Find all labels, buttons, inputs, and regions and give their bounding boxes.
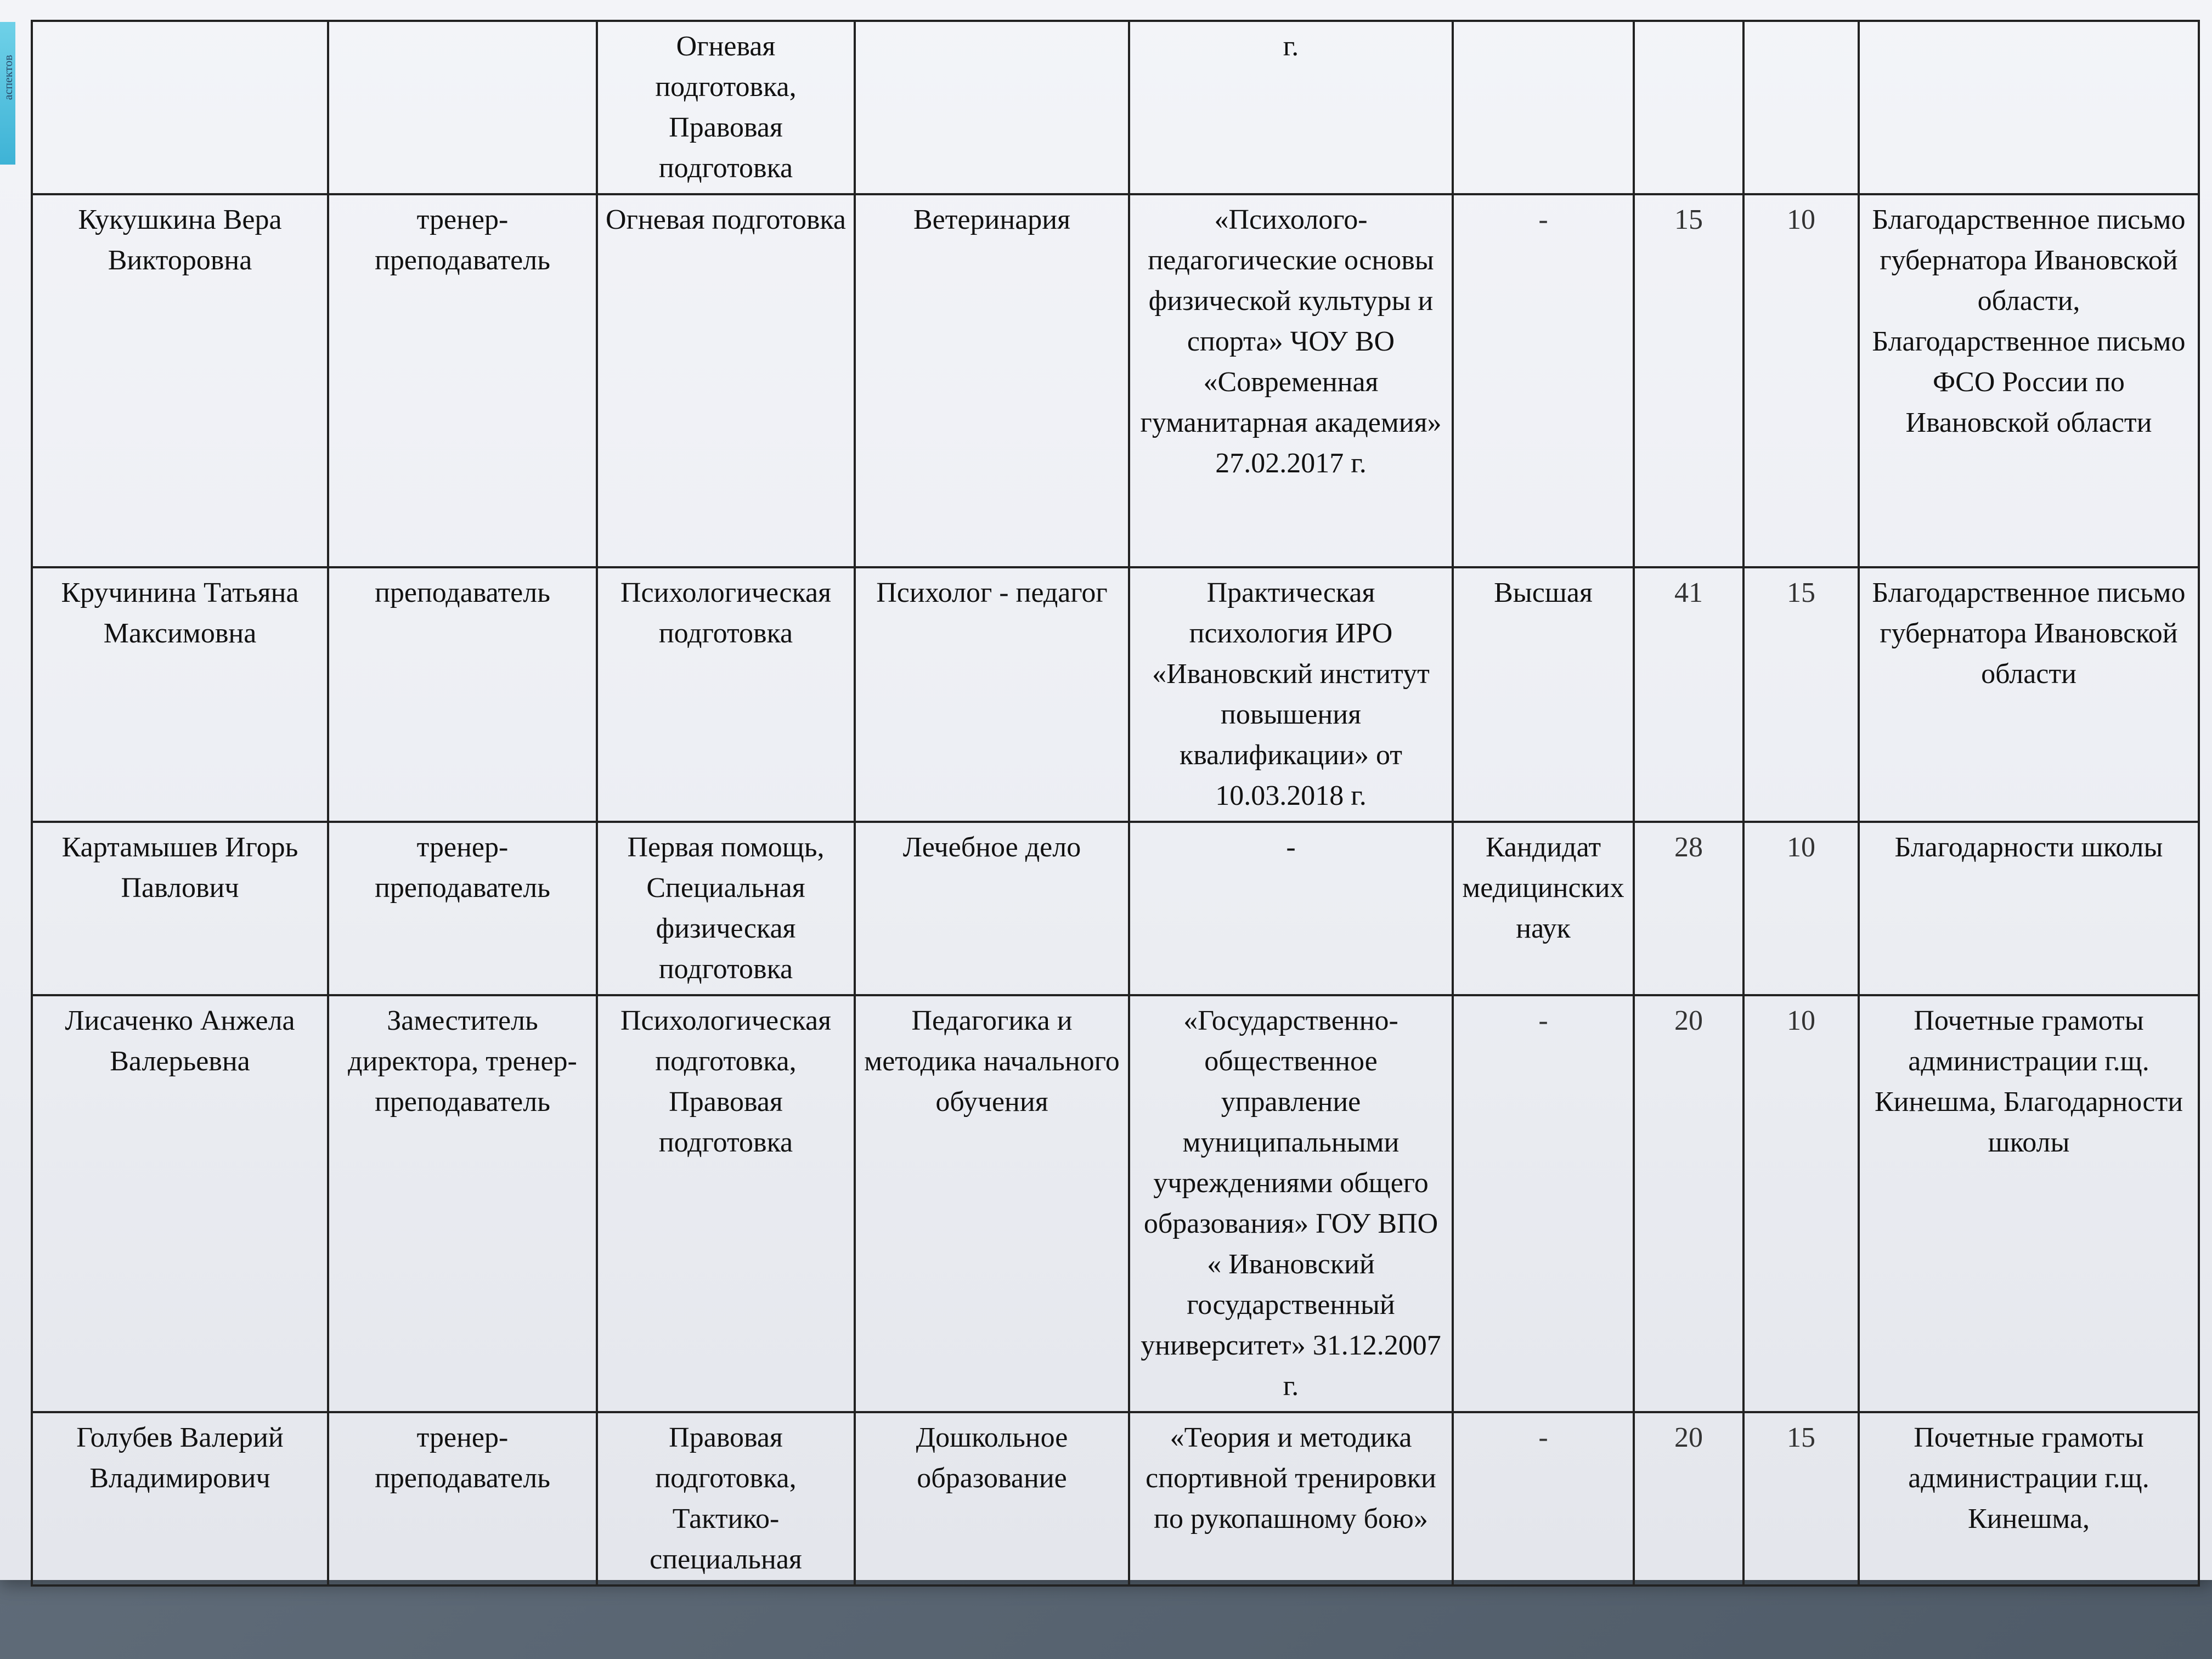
table-row — [32, 995, 2199, 1412]
cell-total: 15 — [1634, 194, 1743, 567]
cell-subjects: Огневая подготовка, Правовая подготовка — [597, 21, 855, 194]
cell-subjects: Правовая подготовка, Тактико-специальная — [597, 1412, 855, 1585]
cell-specialty: Лечебное дело — [855, 822, 1129, 995]
cell-subjects: Первая помощь, Специальная физическая подготовка — [597, 822, 855, 995]
cell-specialty: Психолог - педагог — [855, 567, 1129, 822]
cell-category: - — [1453, 1412, 1634, 1585]
cell-total: 41 — [1634, 567, 1743, 822]
cell-awards: Благодарственное письмо губернатора Ивановской области, Благодарственное письмо ФСО России по Ивановской области — [1859, 194, 2199, 567]
cell-pedagogical: 15 — [1743, 1412, 1859, 1585]
cell-pedagogical: 10 — [1743, 194, 1859, 567]
cell-awards: Благодарности школы — [1859, 822, 2199, 995]
table-row — [32, 1412, 2199, 1585]
cell-specialty: Дошкольное образование — [855, 1412, 1129, 1585]
cell-category: Высшая — [1453, 567, 1634, 822]
cell-awards: Благодарственное письмо губернатора Ивановской области — [1859, 567, 2199, 822]
cell-total: 20 — [1634, 995, 1743, 1412]
table-row — [32, 21, 2199, 194]
cell-training: «Государственно-общественное управление муниципальными учреждениями общего образования» ГОУ ВПО « Ивановский государственный университет» 31.12.2007 г. — [1129, 995, 1453, 1412]
cell-name: Картамышев Игорь Павлович — [32, 822, 328, 995]
cell-specialty — [855, 21, 1129, 194]
cell-position: тренер-преподаватель — [328, 1412, 597, 1585]
cell-total: 20 — [1634, 1412, 1743, 1585]
underlying-sheet-text: аспектов — [1, 55, 15, 100]
cell-awards: Почетные грамоты администрации г.щ. Кинешма, Благодарности школы — [1859, 995, 2199, 1412]
cell-category: Кандидат медицинских наук — [1453, 822, 1634, 995]
cell-subjects: Психологическая подготовка, Правовая подготовка — [597, 995, 855, 1412]
cell-training: «Теория и методика спортивной тренировки по рукопашному бою» — [1129, 1412, 1453, 1585]
cell-pedagogical: 10 — [1743, 822, 1859, 995]
cell-position: тренер-преподаватель — [328, 822, 597, 995]
cell-awards: Почетные грамоты администрации г.щ. Кинешма, — [1859, 1412, 2199, 1585]
cell-pedagogical — [1743, 21, 1859, 194]
cell-subjects: Огневая подготовка — [597, 194, 855, 567]
cell-name — [32, 21, 328, 194]
cell-position: преподаватель — [328, 567, 597, 822]
cell-position: тренер-преподаватель — [328, 194, 597, 567]
cell-position — [328, 21, 597, 194]
staff-table — [31, 20, 2200, 1587]
cell-category: - — [1453, 995, 1634, 1412]
cell-pedagogical: 15 — [1743, 567, 1859, 822]
table-row — [32, 194, 2199, 567]
cell-total — [1634, 21, 1743, 194]
cell-training: Практическая психология ИРО «Ивановский институт повышения квалификации» от 10.03.2018 г. — [1129, 567, 1453, 822]
cell-total: 28 — [1634, 822, 1743, 995]
cell-specialty: Педагогика и методика начального обучения — [855, 995, 1129, 1412]
table-row — [32, 567, 2199, 822]
cell-training: г. — [1129, 21, 1453, 194]
cell-category — [1453, 21, 1634, 194]
cell-training: - — [1129, 822, 1453, 995]
cell-pedagogical: 10 — [1743, 995, 1859, 1412]
cell-position: Заместитель директора, тренер-преподаватель — [328, 995, 597, 1412]
cell-name: Лисаченко Анжела Валерьевна — [32, 995, 328, 1412]
cell-training: «Психолого-педагогические основы физической культуры и спорта» ЧОУ ВО «Современная гуманитарная академия» 27.02.2017 г. — [1129, 194, 1453, 567]
table-row — [32, 822, 2199, 995]
cell-category: - — [1453, 194, 1634, 567]
cell-name: Кукушкина Вера Викторовна — [32, 194, 328, 567]
cell-specialty: Ветеринария — [855, 194, 1129, 567]
cell-subjects: Психологическая подготовка — [597, 567, 855, 822]
cell-name: Голубев Валерий Владимирович — [32, 1412, 328, 1585]
cell-awards — [1859, 21, 2199, 194]
cell-name: Кручинина Татьяна Максимовна — [32, 567, 328, 822]
